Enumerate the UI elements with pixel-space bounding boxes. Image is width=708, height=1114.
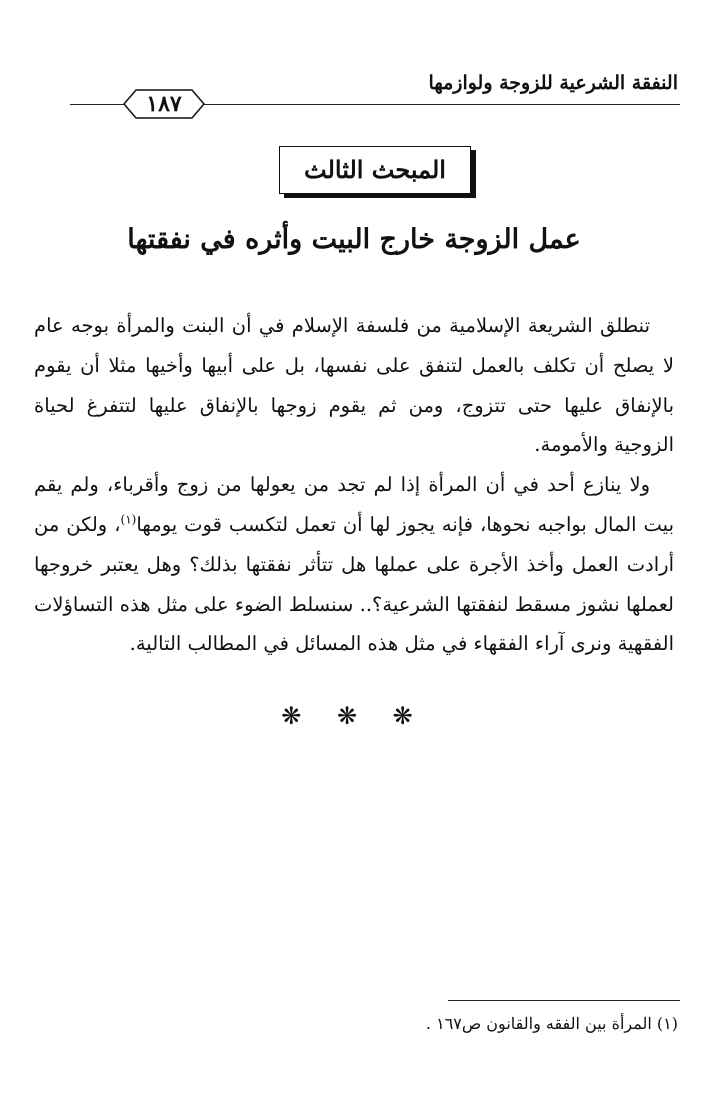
paragraph-2-text-a: ولا ينازع أحد في أن المرأة إذا لم تجد من يعولها من زوج وأقرباء، ولم يقم بيت المال بواجبه نحوها، فإنه يجوز لها أن تعمل لتكسب قوت يومها (34, 473, 674, 536)
paragraph-1: تنطلق الشريعة الإسلامية من فلسفة الإسلام في أن البنت والمرأة بوجه عام لا يصلح أن تكلف بالعمل لتنفق على نفسها، بل على أبيها وأخيها مثلا أن يقوم بالإنفاق عليها حتى تتزوج، ومن ثم يقوم زوجها بالإنفاق عليها لتتفرغ لحياة الزوجية والأمومة. (34, 314, 674, 457)
page-number-frame (122, 88, 206, 120)
ornament-divider: ❋ ❋ ❋ (281, 702, 427, 730)
paragraph-2 (34, 465, 674, 664)
section-heading: المبحث الثالث (304, 155, 446, 184)
footnote: (١) المرأة بين الفقه والقانون ص١٦٧ . (425, 1014, 678, 1033)
chapter-title: عمل الزوجة خارج البيت وأثره في نفقتها (127, 224, 581, 255)
footnote-rule (448, 1000, 680, 1001)
body-text (34, 306, 674, 664)
page-number: ١٨٧ (146, 91, 182, 117)
section-heading-box (279, 146, 471, 194)
header-rule (200, 104, 680, 105)
running-title: النفقة الشرعية للزوجة ولوازمها (428, 72, 678, 94)
header-rule-left (70, 104, 128, 105)
footnote-reference[interactable]: (١) (120, 512, 137, 527)
paragraph-2-text-b: ، ولكن من أرادت العمل وأخذ الأجرة على عملها هل تتأثر نفقتها بذلك؟ وهل يعتبر خروجها لعملها نشوز مسقط لنفقتها الشرعية؟.. سنسلط الضوء على مثل هذه التساؤلات الفقهية ونرى آراء الفقهاء في مثل هذه المسائل في المطالب التالية. (34, 512, 674, 656)
